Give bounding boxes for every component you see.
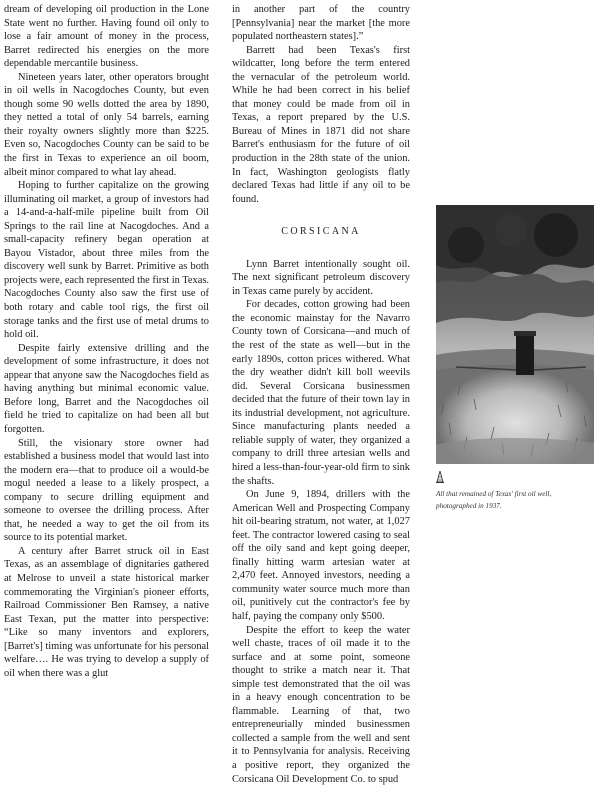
paragraph-1: dream of developing oil production in the Lone State went no further. Having found oil only to lose a fair amount of money in the process, Barret redirected his energies on the more dependable mercantile business. [4,4,209,70]
paragraph-12: Despite the effort to keep the water well chaste, traces of oil made it to the surface and at some point, someone thought to strike a match near it. That simple test demonstrated that the oil was in a heavy enough concentration to be flammable. Learning of that, two entrepreneurially minded businessmen collected a sample from the well and sent it to Pennsylvania for analysis. Receiving a positive report, they organized the Corsicana Oil Development Co. to spud [232,624,410,785]
section-heading: CORSICANA [281,226,361,238]
paragraph-7: in another part of the country [Pennsylvania] near the market [the more populated northeastern states].” [232,4,410,43]
text-column-left [4,3,209,680]
paragraph-4: Despite fairly extensive drilling and the development of some infrastructure, it does not appear that anyone saw the Nacogdoches field as having anything but minimal economic value. Before long, Barret and the Nacogdoches oil field he tried to capitalize on had been all but forgotten. [4,342,209,435]
paragraph-9: Lynn Barret intentionally sought oil. The next significant petroleum discovery in Texas came purely by accident. [232,258,410,297]
oil-derrick-icon [436,471,444,483]
paragraph-2: Nineteen years later, other operators brought in oil wells in Nacogdoches County, but even though some 90 wells dotted the area by 1890, they netted a total of only 54 barrels, earning their royalty owners slightly more than $225. Even so, Nacogdoches County can be said to be the first in Texas to experience an oil boom, albeit minor compared to what lay ahead. [4,71,209,178]
paragraph-3: Hoping to further capitalize on the growing illuminating oil market, a group of investors had a 14-and-a-half-mile pipeline built from Oil Springs to the rail line at Nacogdoches. And a small-capacity refinery began operation at Bayou Vistador, about three miles from the discovery well sunk by Barret. Primitive as both projects were, each represented the first in Texas. Nacogdoches County also saw the first use of both rotary and cable tool rigs, the first oil storage tanks and the first use of metal drums to hold oil. [4,180,209,341]
paragraph-6: A century after Barret struck oil in East Texas, as an assemblage of dignitaries gathered at Melrose to unveil a state historical marker commemorating the Virginian's pioneer efforts, Railroad Commissioner Ben Ramsey, a native East Texan, put the matter into perspective: “Like so many inventors and explorers, [Barret's] timing was unfortunate for his personal welfare…. He was trying to develop a supply of oil when there was a glut [4,545,210,679]
text-column-right [232,3,410,786]
paragraph-5: Still, the visionary store owner had established a business model that would last into the modern era—that to produce oil a would-be mogul needed a lease to a likely prospect, a company to secure drilling equipment and someone to oversee the drilling process. After that, he needed a way to get the oil from its source to its potential market. [4,437,209,544]
oil-well-photo [436,205,594,464]
oil-well-photo-graphic [436,205,594,464]
paragraph-10: For decades, cotton growing had been the economic mainstay for the Navarro County town of Corsicana—and much of the rest of the state as well—but in the early 1890s, cotton prices withered. What the dry weather didn't kill boll weevils did. Several Corsicana businessmen decided that the future of their town lay in its industrial development, not agriculture. Since manufacturing plants needed a reliable supply of water, they organized a company to drill three artesian wells and hired a less-than-four-year-old firm to sink the shafts. [232,299,410,487]
photo-caption: All that remained of Texas' first oil well, photographed in 1937. [436,490,552,510]
paragraph-11: On June 9, 1894, drillers with the American Well and Prospecting Company hit oil-bearing stratum, not water, at 1,027 feet. The contractor lowered casing to seal off the oily sand and kept going deeper, finally hitting warm artesian water at 2,470 feet. Annoyed investors, needing a community water source much more than oil, punitively cut the contractor's fee by half, paying the company only $500. [232,489,410,622]
paragraph-8: Barrett had been Texas's first wildcatter, long before the term entered the vernacular of the petroleum world. While he had been correct in his belief that money could be made from oil in Texas, a report prepared by the U.S. Bureau of Mines in 1871 did not share Barret's enthusiasm for the future of oil production in the 28th state of the union. In fact, Washington geologists flatly declared Texas had little if any oil to be found. [232,44,410,205]
photo-caption-block [436,471,586,512]
